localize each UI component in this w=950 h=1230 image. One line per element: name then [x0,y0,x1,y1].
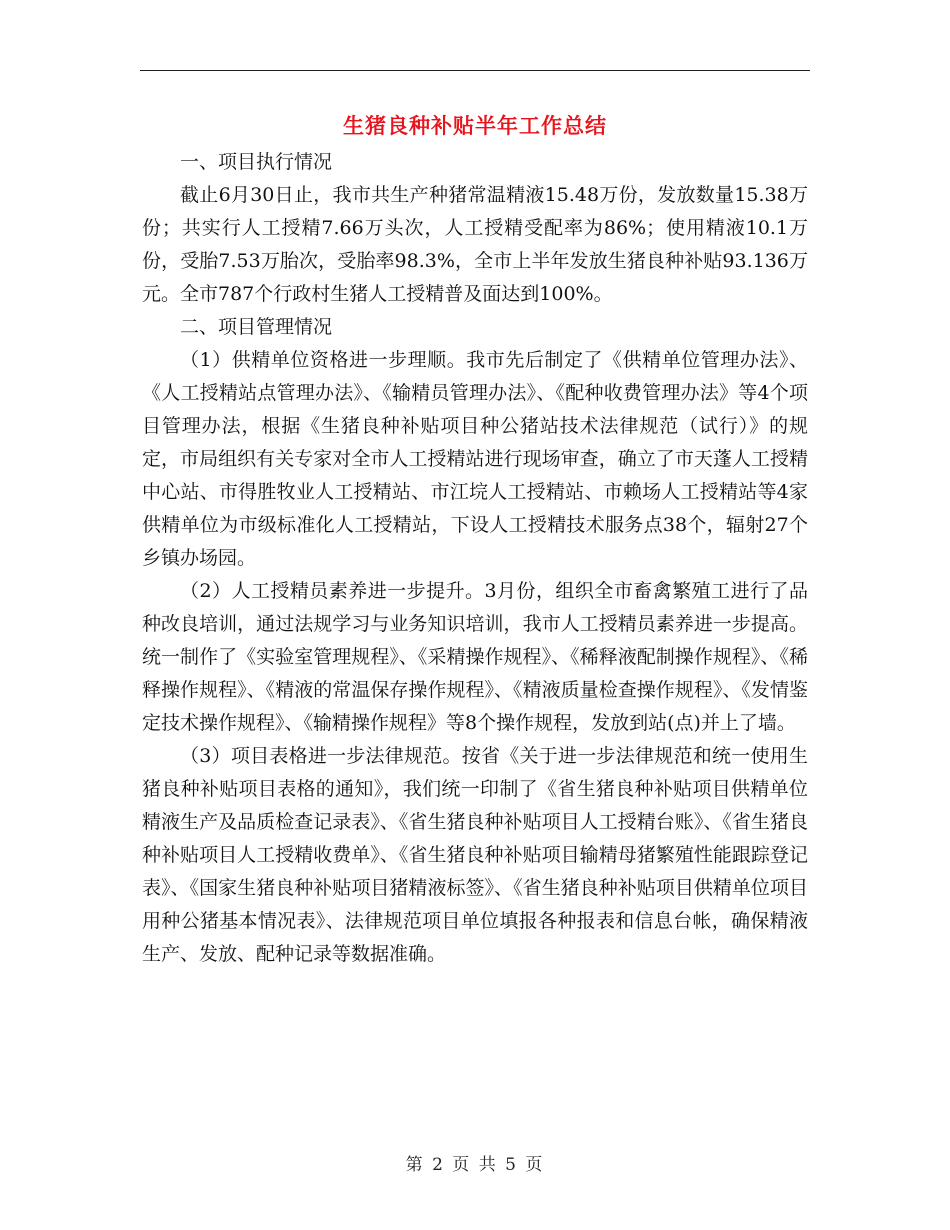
paragraph-supply-units: （1）供精单位资格进一步理顺。我市先后制定了《供精单位管理办法》、《人工授精站点管理办法》、《输精员管理办法》、《配种收费管理办法》等4个项目管理办法，根据《生猪良种补贴项目种公猪站技术法律规范（试行）》的规定，市局组织有关专家对全市人工授精站进行现场审查，确立了市天蓬人工授精中心站、市得胜牧业人工授精站、市江垸人工授精站、市赖场人工授精站等4家供精单位为市级标准化人工授精站，下设人工授精技术服务点38个，辐射27个乡镇办场园。 [142,349,808,569]
document-title: 生猪良种补贴半年工作总结 [343,113,607,138]
paragraph-execution-summary: 截止6月30日止，我市共生产种猪常温精液15.48万份，发放数量15.38万份；共实行人工授精7.66万头次，人工授精受配率为86%；使用精液10.1万份，受胎7.53万胎次，受胎率98.3%，全市上半年发放生猪良种补贴93.136万元。全市787个行政村生猪人工授精普及面达到100%。 [142,184,808,305]
section-heading-management: 二、项目管理情况 [180,316,333,338]
paragraph-project-forms: （3）项目表格进一步法律规范。按省《关于进一步法律规范和统一使用生猪良种补贴项目表格的通知》，我们统一印制了《省生猪良种补贴项目供精单位精液生产及品质检查记录表》、《省生猪良种补贴项目人工授精台账》、《省生猪良种补贴项目人工授精收费单》、《省生猪良种补贴项目输精母猪繁殖性能跟踪登记表》、《国家生猪良种补贴项目猪精液标签》、《省生猪良种补贴项目供精单位项目用种公猪基本情况表》、法律规范项目单位填报各种报表和信息台帐，确保精液生产、发放、配种记录等数据准确。 [142,745,808,965]
paragraph-staff-quality: （2）人工授精员素养进一步提升。3月份，组织全市畜禽繁殖工进行了品种改良培训，通过法规学习与业务知识培训，我市人工授精员素养进一步提高。统一制作了《实验室管理规程》、《采精操作规程》、《稀释液配制操作规程》、《稀释操作规程》、《精液的常温保存操作规程》、《精液质量检查操作规程》、《发情鉴定技术操作规程》、《输精操作规程》等8个操作规程，发放到站(点)并上了墙。 [142,580,808,734]
document-body [142,146,808,971]
page-number-footer: 第 2 页 共 5 页 [405,1155,545,1175]
header-rule [140,70,810,71]
section-heading-execution: 一、项目执行情况 [180,151,333,173]
